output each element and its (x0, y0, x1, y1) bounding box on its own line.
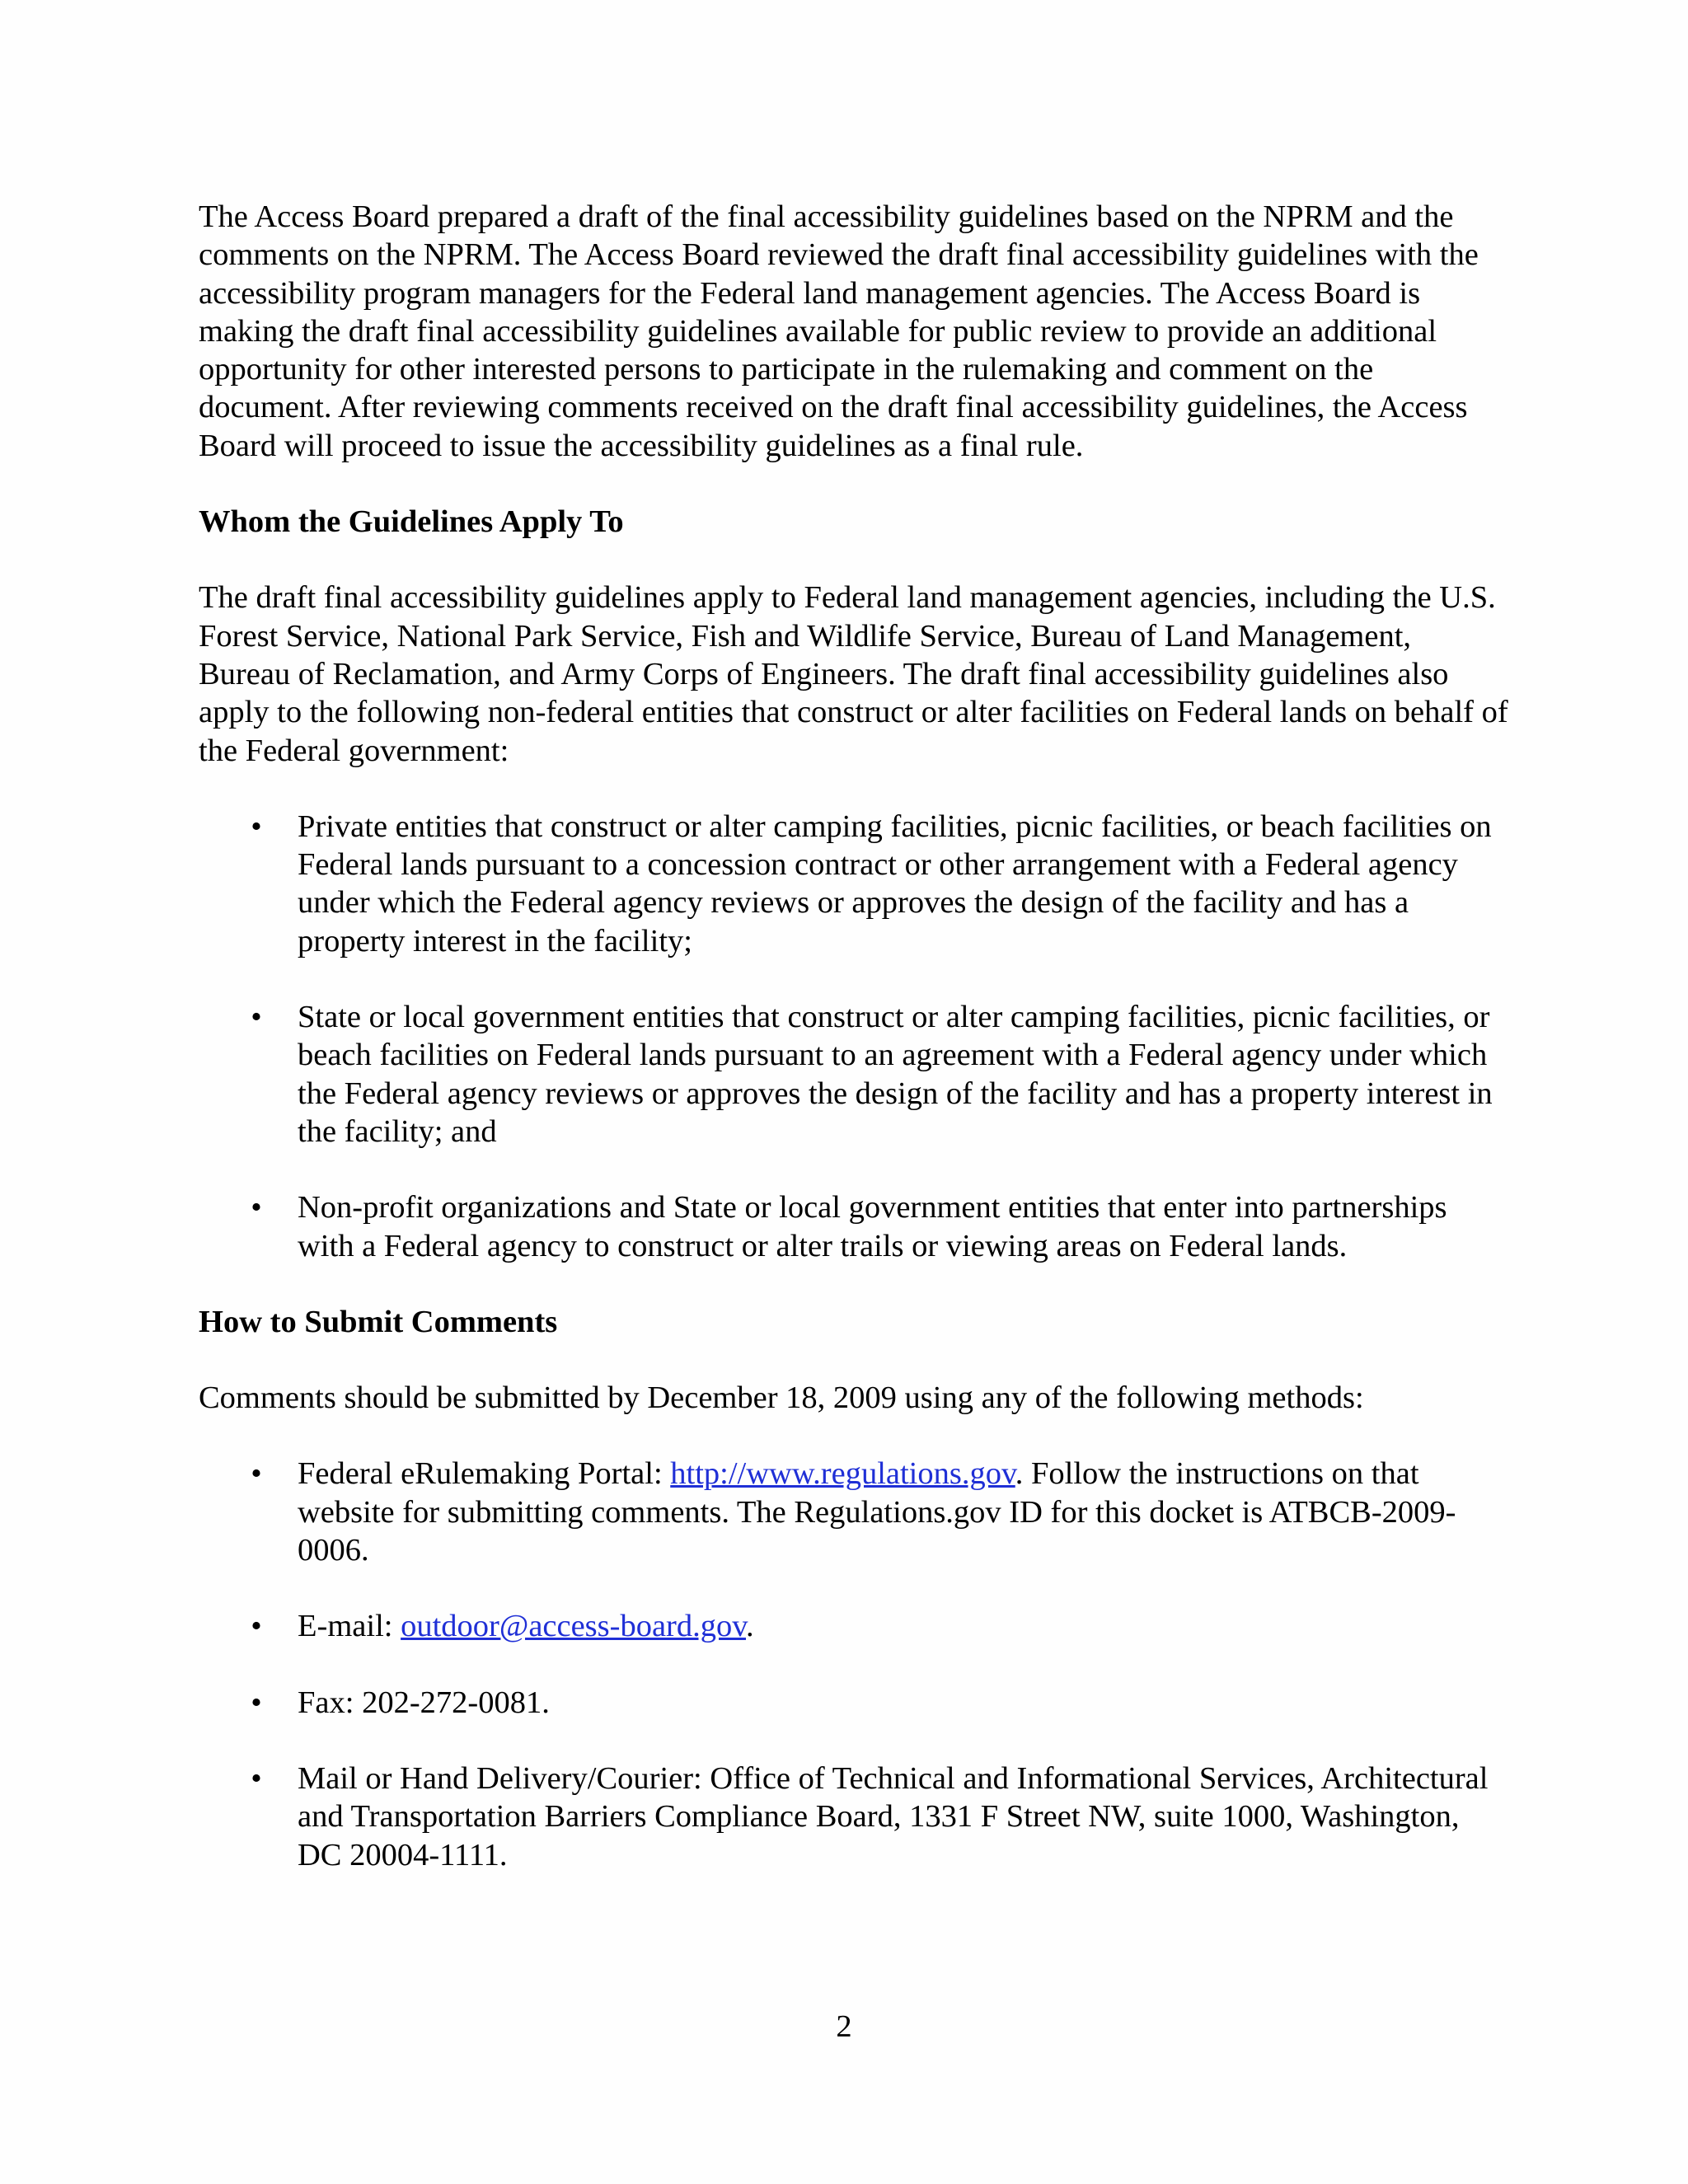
email-period: . (746, 1609, 754, 1644)
applicability-paragraph: The draft final accessibility guidelines apply to Federal land management agencies, including the U.S. Forest Service, National Park Service, Fish and Wildlife Service, Bureau of Land Management, Bureau of Reclamation, and Army Corps of Engineers. The draft final accessibility guidelines also apply to the following non-federal entities that construct or alter facilities on Federal lands on behalf of the Federal government: (199, 580, 1508, 768)
list-item-text: Non-profit organizations and State or local government entities that enter into partnerships with a Federal agency to construct or alter trails or viewing areas on Federal lands. (298, 1190, 1447, 1263)
bullet-icon: • (251, 1609, 262, 1644)
list-item (199, 808, 1509, 960)
submission-methods-list (199, 1455, 1509, 1873)
list-item (199, 1188, 1509, 1265)
bullet-icon: • (251, 1000, 262, 1035)
bullet-icon: • (251, 1190, 262, 1226)
list-item-mail (199, 1760, 1509, 1874)
page-number: 2 (836, 2009, 852, 2044)
bullet-icon: • (251, 1760, 262, 1796)
mail-text: Mail or Hand Delivery/Courier: Office of Technical and Informational Services, Architectural and Transportation Barriers Compliance Board, 1331 F Street NW, suite 1000, Washington, DC 20004-1111. (298, 1760, 1489, 1872)
portal-instructions: . Follow the instructions on that website for submitting comments. The Regulations.gov ID for this docket is ATBCB-2009-0006. (298, 1456, 1456, 1568)
email-link[interactable]: outdoor@access-board.gov (401, 1609, 746, 1644)
section-heading-whom-applies: Whom the Guidelines Apply To (199, 504, 624, 540)
email-label: E-mail: (298, 1609, 401, 1644)
document-body (199, 198, 1509, 1874)
list-item-text: State or local government entities that construct or alter camping facilities, picnic facilities, or beach facilities on Federal lands pursuant to an agreement with a Federal agency under which the Federal agency reviews or approves the design of the facility and has a property interest in the facility; and (298, 1000, 1493, 1149)
intro-paragraph: The Access Board prepared a draft of the final accessibility guidelines based on the NPRM and the comments on the NPRM. The Access Board reviewed the draft final accessibility guidelines with the accessibility program managers for the Federal land management agencies. The Access Board is making the draft final accessibility guidelines available for public review to provide an additional opportunity for other interested persons to participate in the rulemaking and comment on the document. After reviewing comments received on the draft final accessibility guidelines, the Access Board will proceed to issue the accessibility guidelines as a final rule. (199, 199, 1479, 463)
list-item-email (199, 1607, 1509, 1645)
fax-text: Fax: 202-272-0081. (298, 1685, 550, 1720)
list-item-portal (199, 1455, 1509, 1569)
list-item-fax (199, 1684, 1509, 1722)
section-heading-submit-comments: How to Submit Comments (199, 1304, 558, 1339)
list-item (199, 998, 1509, 1151)
bullet-icon: • (251, 808, 262, 844)
portal-label: Federal eRulemaking Portal: (298, 1456, 671, 1492)
list-item-text: Private entities that construct or alter camping facilities, picnic facilities, or beach facilities on Federal lands pursuant to a concession contract or other arrangement with a Federal agency under which the Federal agency reviews or approves the design of the facility and has a property interest in the facility; (298, 808, 1492, 958)
bullet-icon: • (251, 1685, 262, 1720)
bullet-icon: • (251, 1456, 262, 1492)
applicability-list (199, 808, 1509, 1265)
comments-deadline-paragraph: Comments should be submitted by December 18, 2009 using any of the following methods: (199, 1380, 1364, 1416)
regulations-gov-link[interactable]: http://www.regulations.gov (670, 1456, 1015, 1492)
